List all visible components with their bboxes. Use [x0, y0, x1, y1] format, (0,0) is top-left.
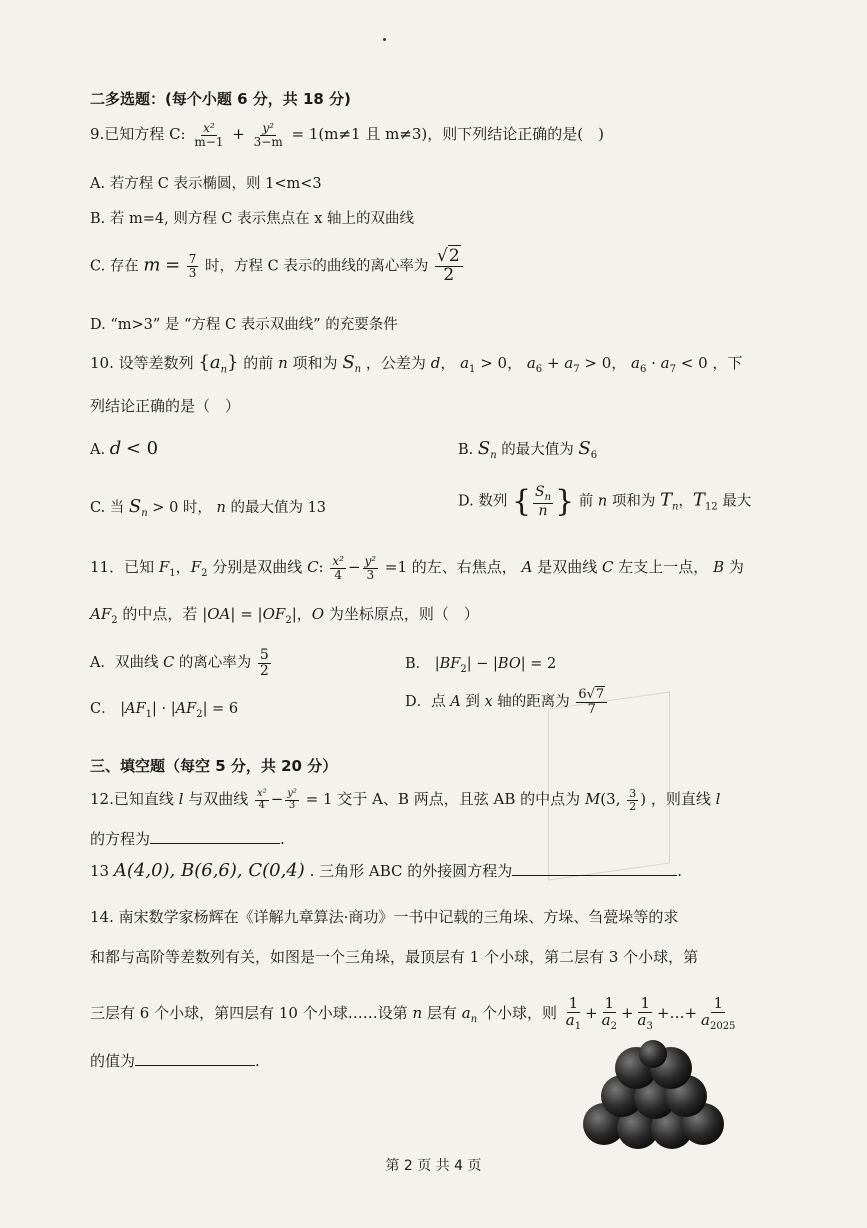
- q10-c-text: 时，: [182, 500, 212, 516]
- q9-option-a: A. 若方程 C 表示椭圆，则 1<m<3: [90, 176, 322, 192]
- q13-answer-blank[interactable]: [512, 874, 677, 876]
- q10-b-label: B.: [458, 442, 474, 458]
- q14-answer-blank[interactable]: [135, 1064, 255, 1066]
- q13-stem: 13 A(4,0), B(6,6), C(0,4) . 三角形 ABC 的外接圆方程为 .: [90, 860, 683, 881]
- page-footer: 第 2 页 共 4 页: [385, 1158, 482, 1174]
- q9-c-mid: 时，方程 C 表示的曲线的离心率为: [205, 258, 429, 275]
- section-2-title: 二多选题：(每个小题 6 分，共 18 分): [90, 90, 351, 108]
- q10-option-b: B. $S_n$ 的最大值为 $S_6$: [458, 438, 598, 461]
- q10-text-a: 10. 设等差数列: [90, 354, 194, 372]
- q12-text-b: 与双曲线: [188, 790, 249, 809]
- section-3-title: 三、填空题（每空 5 分，共 20 分）: [90, 757, 338, 775]
- q11-d-text3: 轴的距离为: [497, 694, 570, 711]
- q10-text-b: 的前: [243, 354, 274, 372]
- q11-text-b: 分别是双曲线: [212, 558, 303, 577]
- q11-text-g: 的中点，若: [122, 605, 198, 623]
- q11-text-h: 为坐标原点，则（ ）: [328, 605, 479, 623]
- q10-option-d: D. 数列 { $\frac{S_n}{n}$ } 前 n 项和为 $T_n$，$T_{12}$ 最大: [458, 483, 752, 519]
- q9-option-d: D. “m>3” 是 “方程 C 表示双曲线” 的充要条件: [90, 317, 398, 333]
- q11-b-label: B．: [405, 656, 431, 672]
- q11-frac-y: $\frac{\text{y²}}{3}$: [364, 554, 377, 582]
- q11-stem-2: $AF_2$ 的中点，若 $|OA| = |OF_2|$，O 为坐标原点，则（ ）: [90, 605, 479, 626]
- bleed-through-figure: [548, 691, 670, 880]
- q9-c-m: m: [143, 254, 161, 276]
- q14-text-a: 三层有 6 个小球，第四层有 10 个小球……设第: [90, 1004, 408, 1023]
- q11-c-label: C．: [90, 701, 116, 717]
- q14-line-4: 的值为 .: [90, 1052, 260, 1070]
- q12-text-c: = 1 交于 A、B 两点，且弦 AB 的中点为: [305, 790, 581, 809]
- q11-text-f: 为: [728, 558, 744, 577]
- q14-text-b: 层有: [426, 1004, 457, 1023]
- q14-line-3: 三层有 6 个小球，第四层有 10 个小球……设第 n 层有 $a_n$ 个小球，则 $\frac{1}{a_1}$ + $\frac{1}{a_2}$ + $\frac{1}{a_3}$ +…+ $\frac{1}{a_{2025}}$: [90, 994, 736, 1032]
- q9-c-ecc: $\frac{√2}{2}$: [435, 248, 463, 285]
- q10-c-text2: 的最大值为 13: [230, 500, 327, 516]
- q10-c-label: C. 当: [90, 500, 125, 516]
- q10-text-e: ，下: [712, 354, 743, 372]
- q14-text-d: 的值为: [90, 1052, 136, 1070]
- q9-frac-2: $\frac{\text{y²}}{3-m}$: [253, 121, 283, 149]
- q14-line-2: 和都与高阶等差数列有关，如图是一个三角垛，最顶层有 1 个小球，第二层有 3 个小球，第: [90, 948, 699, 966]
- q12-text-e: 的方程为: [90, 830, 151, 848]
- q9-suffix: = 1(m≠1 且 m≠3)，则下列结论正确的是( ): [291, 125, 604, 144]
- q10-d-text3: 最大: [722, 493, 752, 510]
- q11-option-b: B． $|BF_2| - |BO| = 2$: [405, 656, 557, 675]
- q10-stem-2: 列结论正确的是（ ）: [90, 397, 241, 415]
- q9-prefix: 9.已知方程 C:: [90, 125, 186, 144]
- q12-stem-1: 12.已知直线 l 与双曲线 $\frac{\text{x²}}{4}$ − $\frac{\text{y²}}{3}$ = 1 交于 A、B 两点，且弦 AB 的中点为 M(3, $\frac{3}{2}$ ) ，则直线 l: [90, 787, 721, 813]
- q11-option-d: D．点 A 到 x 轴的距离为 $\frac{6√7}{7}$: [405, 688, 609, 716]
- q11-text-a: 11．已知: [90, 558, 155, 577]
- scan-dot: [383, 38, 386, 41]
- q9-c-prefix: C. 存在: [90, 258, 139, 275]
- q11-text-e: 左支上一点，: [618, 558, 709, 577]
- q10-b-text: 的最大值为: [501, 442, 574, 458]
- q10-stem-1: 10. 设等差数列 $\{a_n\}$ 的前 n 项和为 $S_n$ ，公差为 d， $a_1 > 0$， $a_6 + a_7 > 0$， $a_6 \cdot a_7 < 0$ ，下: [90, 352, 743, 376]
- q12-text-d: ，则直线: [650, 790, 711, 809]
- q11-text-c: =1 的左、右焦点，: [384, 558, 517, 577]
- q10-text-c: 项和为: [292, 354, 338, 372]
- q11-option-a: A．双曲线 C 的离心率为 $\frac{5}{2}$: [90, 647, 269, 679]
- q11-a-text: A．双曲线: [90, 655, 159, 672]
- q10-text-d: ，公差为: [365, 354, 426, 372]
- q11-d-text2: 到: [465, 694, 480, 711]
- q12-text-a: 12.已知直线: [90, 790, 174, 809]
- q10-d-text: 前: [578, 493, 594, 510]
- q10-d-text2: 项和为: [611, 493, 656, 510]
- q9-frac-1: $\frac{\text{x²}}{m-1}$: [194, 121, 224, 149]
- q11-option-c: C． $|AF_1| \cdot |AF_2| = 6$: [90, 701, 239, 720]
- q12-stem-2: 的方程为 .: [90, 830, 285, 848]
- ball: [639, 1040, 667, 1068]
- q9-option-b: B. 若 m=4, 则方程 C 表示焦点在 x 轴上的双曲线: [90, 211, 415, 227]
- q10-option-c: C. 当 $S_n > 0$ 时， n 的最大值为 13: [90, 496, 327, 519]
- q10-a-label: A.: [90, 442, 106, 458]
- q11-frac-x: $\frac{\text{x²}}{4}$: [332, 554, 344, 582]
- q10-option-a: A. d < 0: [90, 438, 159, 459]
- q9-stem: [90, 122, 604, 148]
- q11-d-label: D．点: [405, 694, 446, 711]
- q10-d-label: D. 数列: [458, 493, 508, 510]
- q11-stem-1: 11．已知 $F_1$，$F_2$ 分别是双曲线 C: $\frac{\text{x²}}{4}$ − $\frac{\text{y²}}{3}$ =1 的左、右焦点， A 是双曲线 C 左支上一点， B 为: [90, 554, 744, 582]
- q13-points: A(4,0), B(6,6), C(0,4): [113, 860, 305, 881]
- q9-plus: +: [232, 125, 245, 144]
- q12-answer-blank[interactable]: [150, 842, 280, 844]
- q9-option-c: C. 存在 m = $\frac{7}{3}$ 时，方程 C 表示的曲线的离心率为 $\frac{√2}{2}$: [90, 248, 465, 285]
- q9-c-frac: $\frac{7}{3}$: [188, 252, 197, 280]
- q14-text-c: 个小球，则: [481, 1004, 557, 1023]
- q11-a-text2: 的离心率为: [178, 655, 252, 672]
- q13-label: 13: [90, 862, 110, 880]
- q13-text: . 三角形 ABC 的外接圆方程为: [309, 862, 513, 880]
- q14-line-1: 14. 南宋数学家杨辉在《详解九章算法·商功》一书中记载的三角垛、方垛、刍甍垛等的求: [90, 908, 679, 926]
- triangular-pile-figure: [578, 1040, 728, 1150]
- q11-text-d: 是双曲线: [537, 558, 598, 577]
